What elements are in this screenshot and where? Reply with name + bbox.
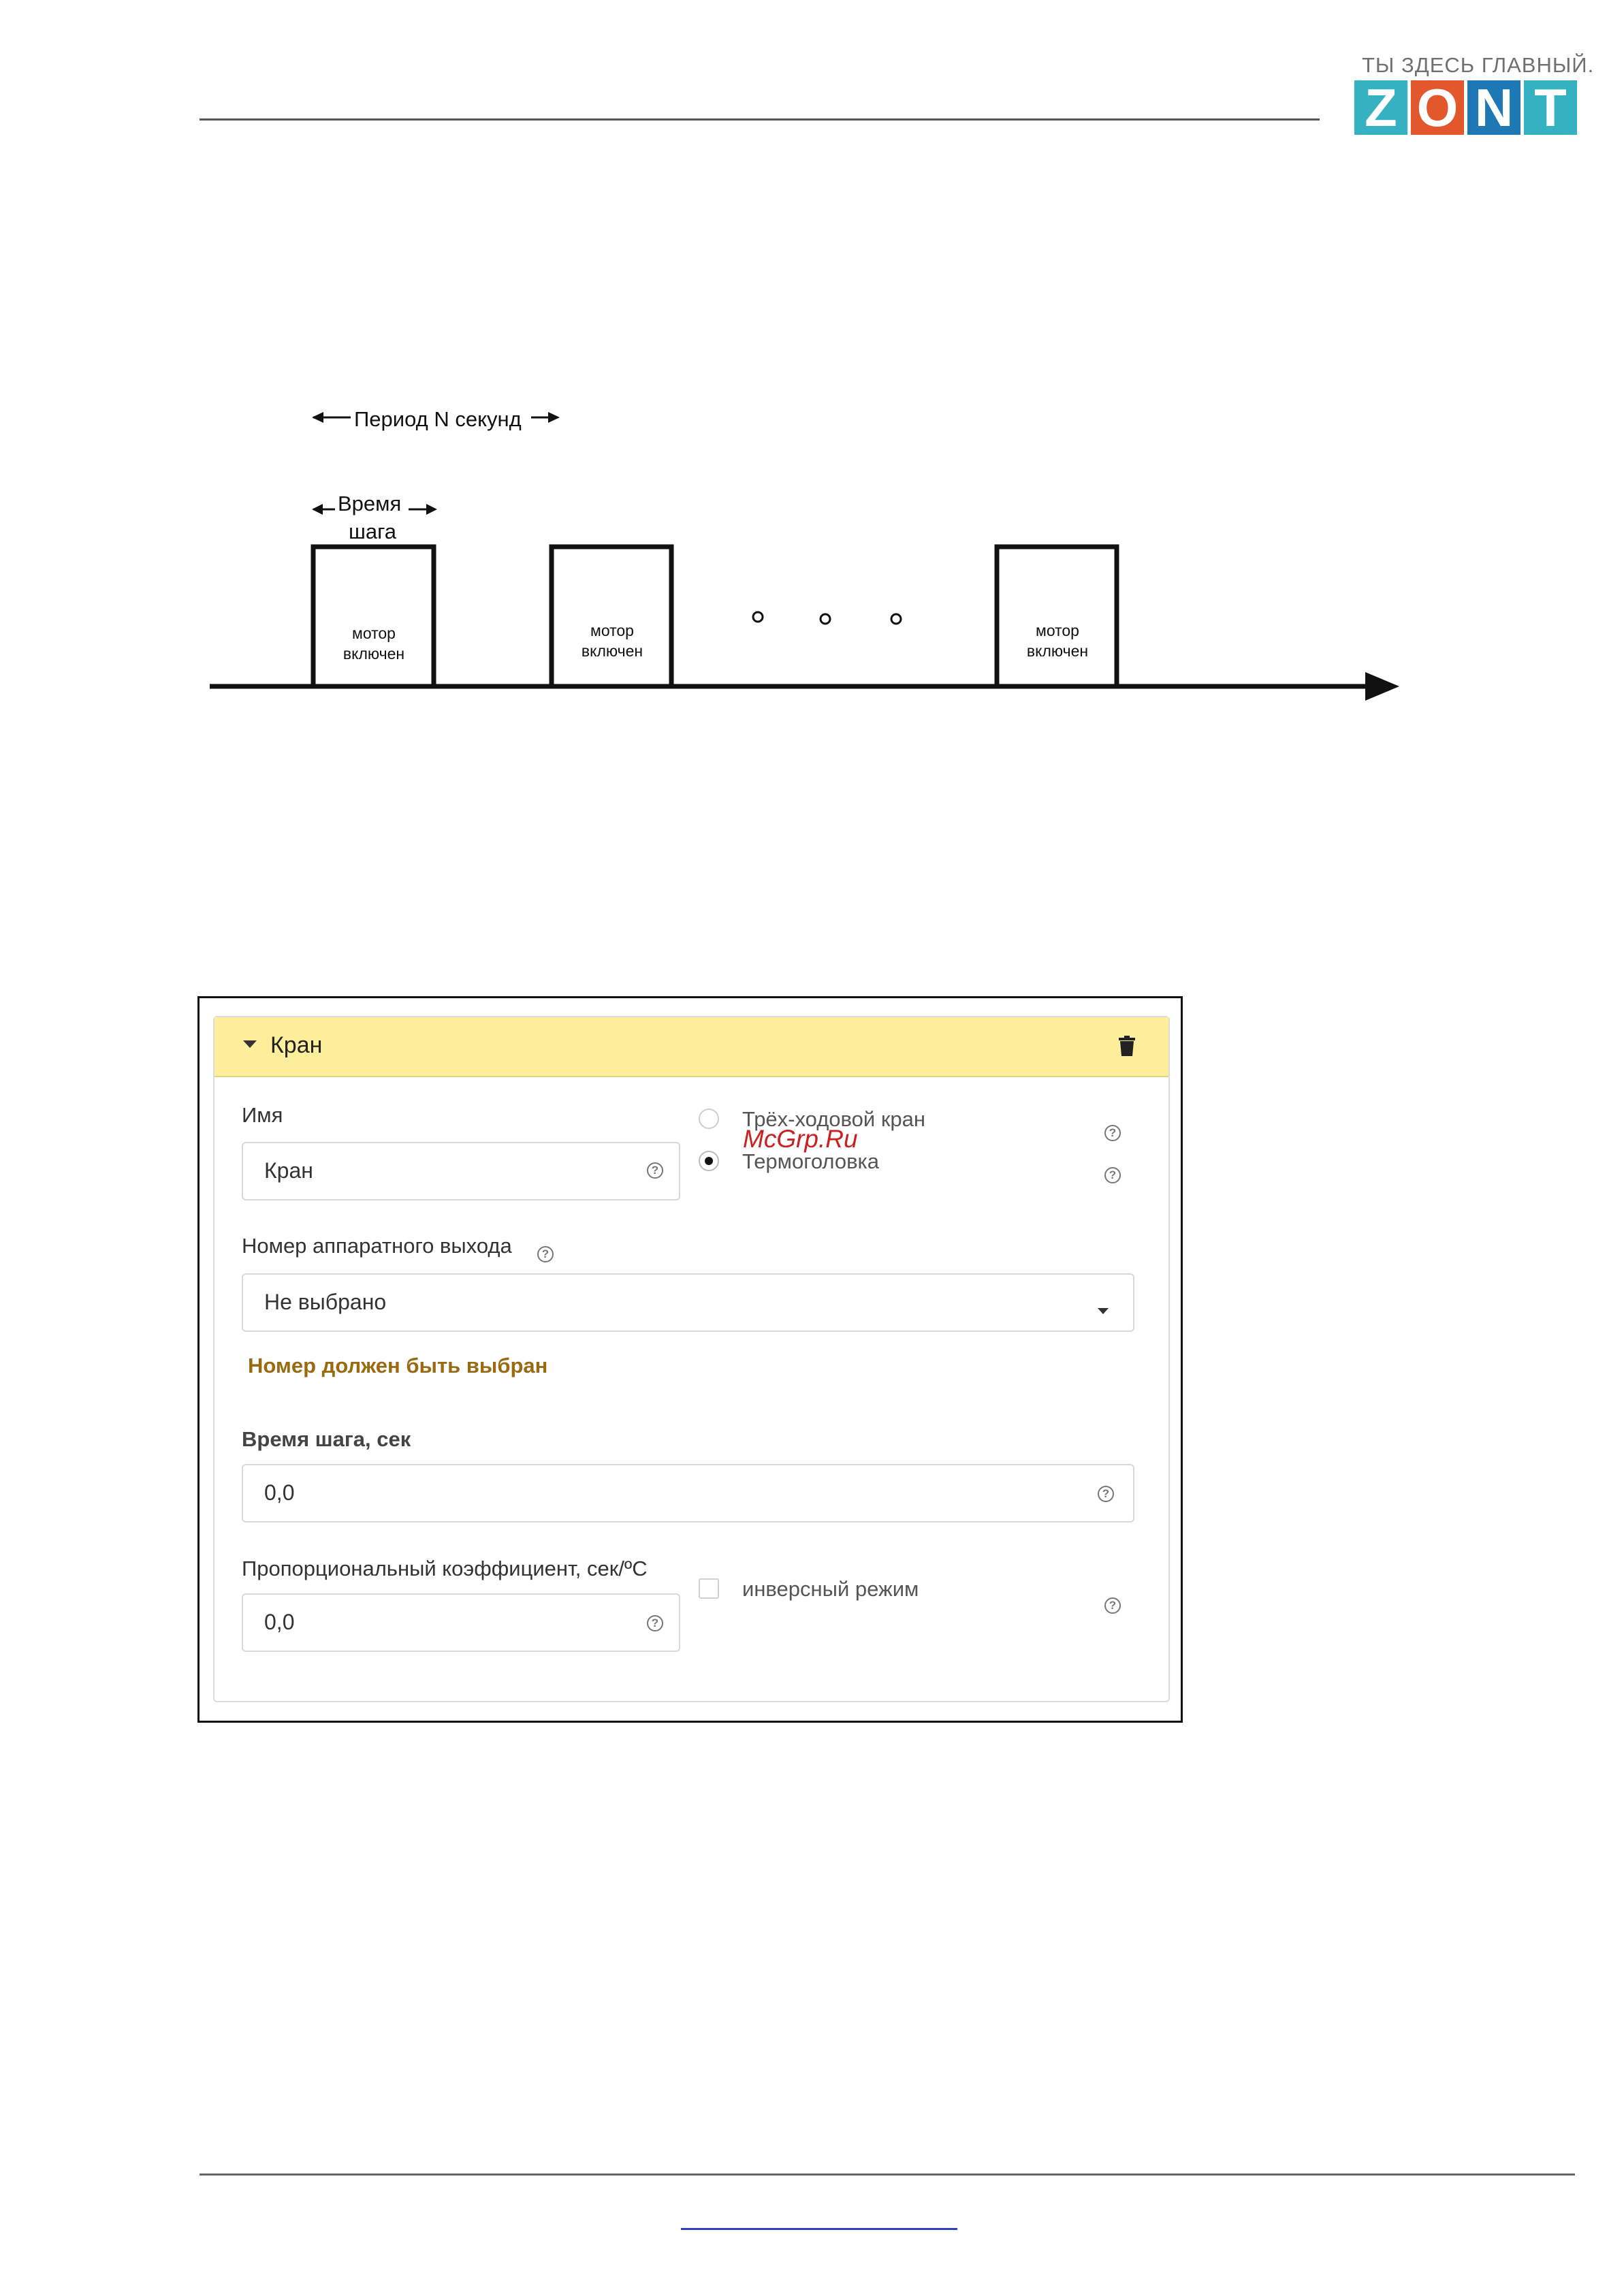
inverse-mode-checkbox[interactable] xyxy=(699,1578,719,1599)
step-label-line1: Время xyxy=(338,492,402,515)
timing-diagram xyxy=(0,0,1624,749)
step-label-line2: шага xyxy=(349,520,396,543)
output-label: Номер аппаратного выхода xyxy=(242,1234,512,1258)
period-label: Период N секунд xyxy=(354,407,522,431)
logo-tagline: ТЫ ЗДЕСЬ ГЛАВНЫЙ. xyxy=(1362,53,1595,77)
thermohead-help-icon[interactable]: ? xyxy=(1104,1167,1121,1183)
ellipsis-dot-1 xyxy=(753,612,763,622)
inverse-mode-label: инверсный режим xyxy=(742,1577,919,1601)
motor-pulse-3 xyxy=(997,547,1117,684)
chevron-down-icon[interactable] xyxy=(1098,1308,1109,1314)
period-arrowhead-right xyxy=(548,412,560,423)
motor-box-label-2 xyxy=(554,620,670,661)
footer-link-underline[interactable] xyxy=(681,2228,957,2230)
name-help-icon[interactable]: ? xyxy=(647,1162,663,1179)
time-axis-arrowhead xyxy=(1365,672,1399,701)
logo-letter-n: N xyxy=(1467,80,1520,135)
motor-pulse-2 xyxy=(552,547,671,684)
prop-coef-label: Пропорциональный коэффициент, сек/ºС xyxy=(242,1557,648,1580)
motor-box-label-3-line2: включен xyxy=(1026,642,1089,660)
card-title: Кран xyxy=(270,1032,323,1058)
output-select-value: Не выбрано xyxy=(264,1290,387,1314)
radio-three-way-valve[interactable] xyxy=(699,1109,719,1129)
inverse-help-icon[interactable]: ? xyxy=(1104,1597,1121,1614)
radio-thermohead-label: Термоголовка xyxy=(742,1149,880,1173)
motor-box-label-2-line1: мотор xyxy=(590,622,634,639)
motor-box-label-1 xyxy=(316,623,432,664)
step-time-input[interactable] xyxy=(242,1464,1134,1523)
motor-box-label-1-line1: мотор xyxy=(352,624,396,642)
name-label: Имя xyxy=(242,1103,283,1127)
motor-box-label-2-line2: включен xyxy=(581,642,643,660)
output-warning: Номер должен быть выбран xyxy=(248,1354,548,1377)
ellipsis-dot-3 xyxy=(891,614,901,624)
name-input-value: Кран xyxy=(264,1158,313,1183)
period-arrowhead-left xyxy=(312,412,323,423)
radio-three-way-valve-label: Трёх-ходовой кран xyxy=(742,1107,925,1131)
valve-card-header[interactable] xyxy=(214,1017,1168,1077)
output-help-icon[interactable]: ? xyxy=(537,1246,554,1262)
ellipsis-dot-2 xyxy=(821,614,830,624)
step-arrowhead-right xyxy=(426,504,437,515)
logo-letter-z: Z xyxy=(1354,80,1407,135)
step-time-value: 0,0 xyxy=(264,1480,295,1505)
motor-box-label-1-line2: включен xyxy=(343,645,405,663)
step-arrowhead-left xyxy=(312,504,323,515)
prop-coef-value: 0,0 xyxy=(264,1610,295,1634)
logo-letter-o: O xyxy=(1411,80,1464,135)
watermark: McGrp.Ru xyxy=(743,1125,858,1153)
prop-coef-input[interactable] xyxy=(242,1593,680,1652)
step-time-label: Время шага, сек xyxy=(242,1427,411,1451)
footer-rule xyxy=(200,2173,1575,2176)
motor-box-label-3-line1: мотор xyxy=(1036,622,1079,639)
trash-icon[interactable] xyxy=(1119,1036,1135,1056)
motor-box-label-3 xyxy=(1000,620,1115,661)
prop-coef-help-icon[interactable]: ? xyxy=(647,1615,663,1631)
radio-thermohead[interactable] xyxy=(699,1151,719,1171)
three-way-help-icon[interactable]: ? xyxy=(1104,1125,1121,1141)
logo-letter-t: T xyxy=(1524,80,1577,135)
collapse-caret-icon[interactable] xyxy=(243,1040,257,1048)
step-time-help-icon[interactable]: ? xyxy=(1098,1486,1114,1502)
